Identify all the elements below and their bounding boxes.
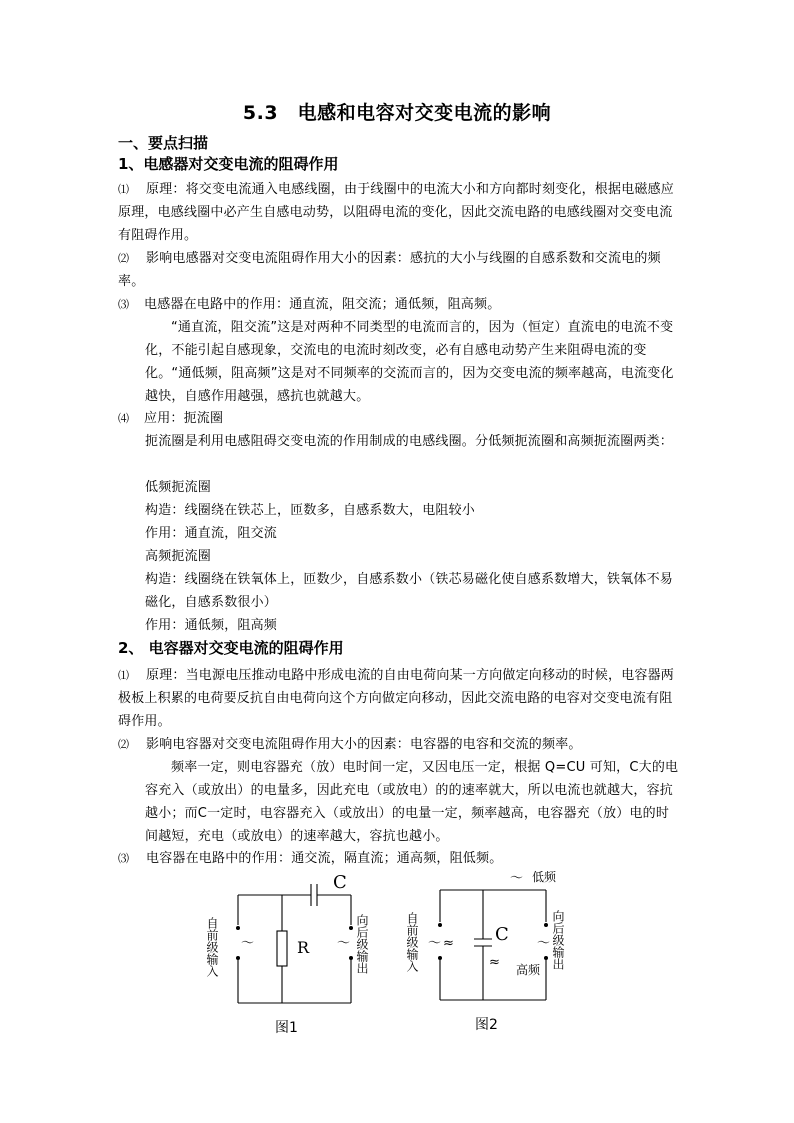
section-heading: 一、要点扫描 (118, 134, 209, 152)
fig1-input-wave-icon: ～ (241, 936, 255, 951)
fig1-capacitor-label: C (333, 872, 347, 893)
high-frequency-choke-structure: 构造：线圈绕在铁氧体上，匝数少，自感系数小（铁芯易磁化使自感系数增大，铁氧体不易磁化，自感系数很小） (145, 572, 674, 610)
fig2-capacitor-label: C (495, 924, 509, 945)
paragraph-text: 电感器在电路中的作用：通直流，阻交流；通低频，阻高频。 (144, 297, 501, 312)
paragraph-text: 应用：扼流圈 (144, 411, 224, 426)
item-number: ⑵ (118, 252, 130, 265)
item-number: ⑴ (118, 669, 130, 682)
fig1-output-wave-icon: ～ (337, 936, 351, 951)
high-frequency-choke-function: 作用：通低频，阻高频 (145, 618, 278, 633)
paragraph-text: 电容器在电路中的作用：通交流，隔直流；通高频，阻低频。 (146, 851, 503, 866)
fig2-low-wave-icon: ～ (510, 871, 524, 886)
high-frequency-choke-title: 高频扼流圈 (145, 549, 212, 564)
fig1-caption: 图1 (275, 1020, 298, 1036)
paragraph-role-inductor (118, 293, 678, 316)
paragraph-text: 原理：当电源电压推动电路中形成电流的自由电荷向某一方向做定向移动的时候，电容器两极板上积累的电荷要反抗自由电荷向这个方向做定向移动，因此交流电路的电容对交变电流有阻碍作用。 (118, 668, 675, 729)
page-title: 5.3 电感和电容对交变电流的影响 (242, 102, 552, 124)
fig2-input-wave-icon: ～ (428, 936, 442, 951)
paragraph-role-explanation: “通直流，阻交流”这是对两种不同类型的电流而言的，因为（恒定）直流电的电流不变化，不能引起自感现象，交流电的电流时刻改变，必有自感电动势产生来阻碍电流的变化。“通低频，阻高频”这是对不同频率的交流而言的，因为交变电流的频率越高，电流变化越快，自感作用越强，感抗也就越大。 (145, 320, 674, 404)
fig1-output-label: 向后级输出 (355, 914, 369, 974)
paragraph-choke-description: 扼流圈是利用电感阻碍交变电流的作用制成的电感线圈。分低频扼流圈和高频扼流圈两类： (145, 434, 674, 449)
circuit-diagrams (200, 862, 590, 1042)
subsection-heading-capacitor: 2、 电容器对交变电流的阻碍作用 (118, 639, 344, 657)
item-number: ⑴ (118, 183, 130, 196)
item-number: ⑷ (118, 412, 130, 425)
low-frequency-choke-function: 作用：通直流，阻交流 (145, 526, 278, 541)
paragraph-text: 影响电感器对交变电流阻碍作用大小的因素：感抗的大小与线圈的自感系数和交流电的频率。 (118, 251, 661, 289)
item-number: ⑵ (118, 738, 130, 751)
fig2-high-frequency-label: 高频 (516, 963, 541, 977)
fig1-resistor-label: R (297, 938, 310, 957)
low-frequency-choke-title: 低频扼流圈 (145, 480, 212, 495)
fig2-caption: 图2 (475, 1017, 498, 1033)
fig2-low-frequency-label: 低频 (532, 870, 557, 884)
paragraph-factors-explanation: 频率一定，则电容器充（放）电时间一定，又因电压一定，根据 Q=CU 可知，C大的电容充入（或放出）的电量多，因此充电（或放电）的的速率就大，所以电流也就越大，容抗越小；而C一定时，电容器充入（或放出）的电量一定，频率越高，电容器充（放）电的时间越短，充电（或放电）的速率越大，容抗也越小。 (145, 760, 679, 844)
circuit-diagrams-svg (200, 862, 590, 1042)
paragraph-principle-inductor (118, 178, 678, 247)
fig2-output-label: 向后级输出 (551, 910, 565, 970)
paragraph-factors-inductor (118, 247, 678, 293)
paragraph-factors-capacitor (118, 733, 678, 756)
paragraph-application (118, 407, 678, 430)
paragraph-principle-capacitor (118, 664, 678, 733)
fig2-output-wave-icon: ～ (537, 936, 551, 951)
fig2-input-label: 自前级输入 (405, 912, 419, 972)
item-number: ⑶ (118, 298, 130, 311)
fig2-high-wave-icon: ≈ (489, 955, 500, 970)
item-number: ⑶ (118, 852, 130, 865)
fig2-input-mixed-wave-icon: ≈ (443, 936, 454, 951)
subsection-heading-inductor: 1、电感器对交变电流的阻碍作用 (118, 155, 339, 173)
paragraph-text: 原理：将交变电流通入电感线圈，由于线圈中的电流大小和方向都时刻变化，根据电磁感应原理，电感线圈中必产生自感电动势，以阻碍电流的变化，因此交流电路的电感线圈对交变电流有阻碍作用。 (118, 182, 675, 243)
fig1-input-label: 自前级输入 (205, 917, 219, 977)
low-frequency-choke-structure: 构造：线圈绕在铁芯上，匝数多，自感系数大，电阻较小 (145, 503, 476, 518)
paragraph-text: 影响电容器对交变电流阻碍作用大小的因素：电容器的电容和交流的频率。 (146, 737, 582, 752)
